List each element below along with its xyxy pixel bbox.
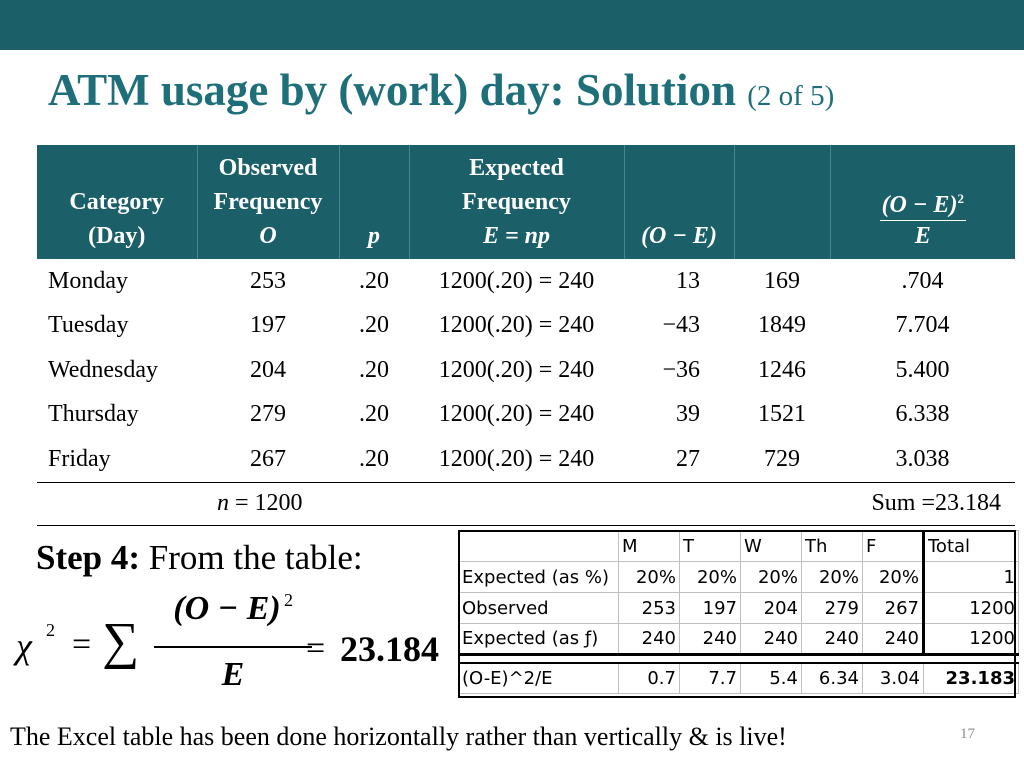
header-observed: Observed Frequency O xyxy=(197,145,339,259)
day-cell: Thursday xyxy=(48,401,139,428)
excel-cell[interactable]: 1200 xyxy=(924,593,1019,624)
slide-number: 17 xyxy=(960,726,975,742)
excel-row xyxy=(459,663,1019,694)
chi-symbol: χ xyxy=(16,626,32,666)
excel-header-cell: F xyxy=(863,531,924,562)
chi-exponent: 2 xyxy=(46,620,55,640)
o-minus-e-squared-cell: 1849 xyxy=(758,312,806,339)
header-ratio xyxy=(830,145,1015,259)
excel-cell[interactable]: 279 xyxy=(802,593,863,624)
excel-header-row xyxy=(459,531,1019,562)
excel-cell[interactable]: 240 xyxy=(863,624,924,655)
header-category: Category (Day) xyxy=(37,145,197,259)
excel-row xyxy=(459,624,1019,655)
observed-cell: 279 xyxy=(250,401,286,428)
o-minus-e-squared-cell: 729 xyxy=(734,437,830,482)
excel-row-label: Expected (as %) xyxy=(459,562,619,593)
o-minus-e-cell: 13 xyxy=(676,267,700,294)
excel-cell[interactable]: 240 xyxy=(680,624,741,655)
excel-cell[interactable]: 20% xyxy=(863,562,924,593)
ratio-cell: .704 xyxy=(901,267,944,294)
ratio-fraction: $\frac{(O - E)^2}{E}$ xyxy=(880,186,966,249)
excel-cell[interactable]: 240 xyxy=(741,624,802,655)
excel-cell[interactable]: 240 xyxy=(619,624,680,655)
excel-cell[interactable]: 267 xyxy=(863,593,924,624)
numerator-exponent: 2 xyxy=(284,590,293,610)
excel-cell[interactable]: 253 xyxy=(619,593,680,624)
title-main: ATM usage by (work) day: Solution xyxy=(48,65,736,115)
p-cell: .20 xyxy=(339,437,409,482)
expected-cell: 1200(.20) = 240 xyxy=(409,437,624,482)
day-cell: Tuesday xyxy=(48,312,129,339)
excel-row xyxy=(459,562,1019,593)
ratio-cell: 5.400 xyxy=(895,356,950,383)
header-o-minus-e: (O − E) xyxy=(624,145,734,259)
observed-cell: 267 xyxy=(197,437,339,482)
excel-row xyxy=(459,593,1019,624)
p-cell: .20 xyxy=(359,312,389,339)
excel-header-cell: Total xyxy=(924,531,1019,562)
day-cell: Monday xyxy=(48,267,128,294)
header-row xyxy=(37,145,1015,259)
excel-row-label: (O-E)^2/E xyxy=(459,663,619,694)
ratio-cell: 3.038 xyxy=(830,437,1015,482)
p-cell: .20 xyxy=(359,267,389,294)
excel-corner-cell xyxy=(459,531,619,562)
excel-spacer-cell xyxy=(459,655,1019,663)
excel-cell[interactable]: 1200 xyxy=(924,624,1019,655)
p-cell: .20 xyxy=(359,356,389,383)
excel-cell[interactable]: 0.7 xyxy=(619,663,680,694)
day-cell: Friday xyxy=(37,437,197,482)
observed-cell: 204 xyxy=(250,356,286,383)
title-sub: (2 of 5) xyxy=(747,80,835,112)
excel-header-cell: W xyxy=(741,531,802,562)
header-expected: Expected Frequency E = np xyxy=(409,145,624,259)
excel-cell[interactable]: 1 xyxy=(924,562,1019,593)
excel-header-cell: T xyxy=(680,531,741,562)
day-cell: Wednesday xyxy=(48,356,159,383)
table-row xyxy=(37,304,1015,349)
excel-cell[interactable]: 20% xyxy=(619,562,680,593)
ratio-cell: 6.338 xyxy=(895,401,950,428)
formula-denominator: E xyxy=(221,656,245,693)
excel-total-cell[interactable]: 23.183 xyxy=(924,663,1019,694)
excel-cell[interactable]: 204 xyxy=(741,593,802,624)
excel-cell[interactable]: 6.34 xyxy=(802,663,863,694)
excel-cell[interactable]: 20% xyxy=(741,562,802,593)
excel-cell[interactable]: 5.4 xyxy=(741,663,802,694)
excel-row-label: Observed xyxy=(459,593,619,624)
excel-cell[interactable]: 3.04 xyxy=(863,663,924,694)
top-bar xyxy=(0,0,1024,50)
step4-heading xyxy=(36,538,363,578)
excel-cell[interactable]: 197 xyxy=(680,593,741,624)
chi-square-formula xyxy=(14,590,454,700)
o-minus-e-cell: −43 xyxy=(662,312,700,339)
excel-header-cell: M xyxy=(619,531,680,562)
ratio-cell: 7.704 xyxy=(895,312,950,339)
excel-cell[interactable]: 7.7 xyxy=(680,663,741,694)
table-row xyxy=(37,348,1015,393)
step4-label: Step 4: xyxy=(36,538,141,577)
o-minus-e-squared-cell: 169 xyxy=(764,267,800,294)
o-minus-e-cell: 39 xyxy=(676,401,700,428)
n-total: n = 1200 xyxy=(37,482,624,525)
equals-sign-2: = xyxy=(306,630,326,667)
frequency-table xyxy=(37,145,1015,526)
expected-cell: 1200(.20) = 240 xyxy=(438,401,595,428)
totals-row xyxy=(37,482,1015,525)
excel-row-label: Expected (as ƒ) xyxy=(459,624,619,655)
fraction-bar xyxy=(154,646,312,648)
o-minus-e-cell: −36 xyxy=(662,356,700,383)
formula-numerator: (O − E) xyxy=(173,590,281,627)
table-row xyxy=(37,393,1015,438)
observed-cell: 197 xyxy=(250,312,286,339)
expected-cell: 1200(.20) = 240 xyxy=(438,356,595,383)
excel-cell[interactable]: 20% xyxy=(802,562,863,593)
expected-cell: 1200(.20) = 240 xyxy=(438,267,595,294)
excel-spacer-row xyxy=(459,655,1019,663)
table-row xyxy=(37,259,1015,304)
excel-cell[interactable]: 20% xyxy=(680,562,741,593)
o-minus-e-cell: 27 xyxy=(624,437,734,482)
table-row xyxy=(37,437,1015,482)
sigma-icon: ∑ xyxy=(102,613,140,670)
observed-cell: 253 xyxy=(250,267,286,294)
excel-cell[interactable]: 240 xyxy=(802,624,863,655)
header-p: p xyxy=(339,145,409,259)
p-cell: .20 xyxy=(359,401,389,428)
header-o-minus-e-squared xyxy=(734,145,830,259)
excel-header-cell: Th xyxy=(802,531,863,562)
o-minus-e-squared-cell: 1246 xyxy=(758,356,806,383)
slide-title xyxy=(48,64,834,116)
footer-note: The Excel table has been done horizontally rather than vertically & is live! xyxy=(10,722,787,751)
chi-square-value: 23.184 xyxy=(340,629,439,669)
step4-text: From the table: xyxy=(148,538,363,577)
excel-table xyxy=(458,530,1019,694)
equals-sign: = xyxy=(72,626,92,663)
sum-total: Sum =23.184 xyxy=(624,482,1015,525)
o-minus-e-squared-cell: 1521 xyxy=(758,401,806,428)
expected-cell: 1200(.20) = 240 xyxy=(438,312,595,339)
